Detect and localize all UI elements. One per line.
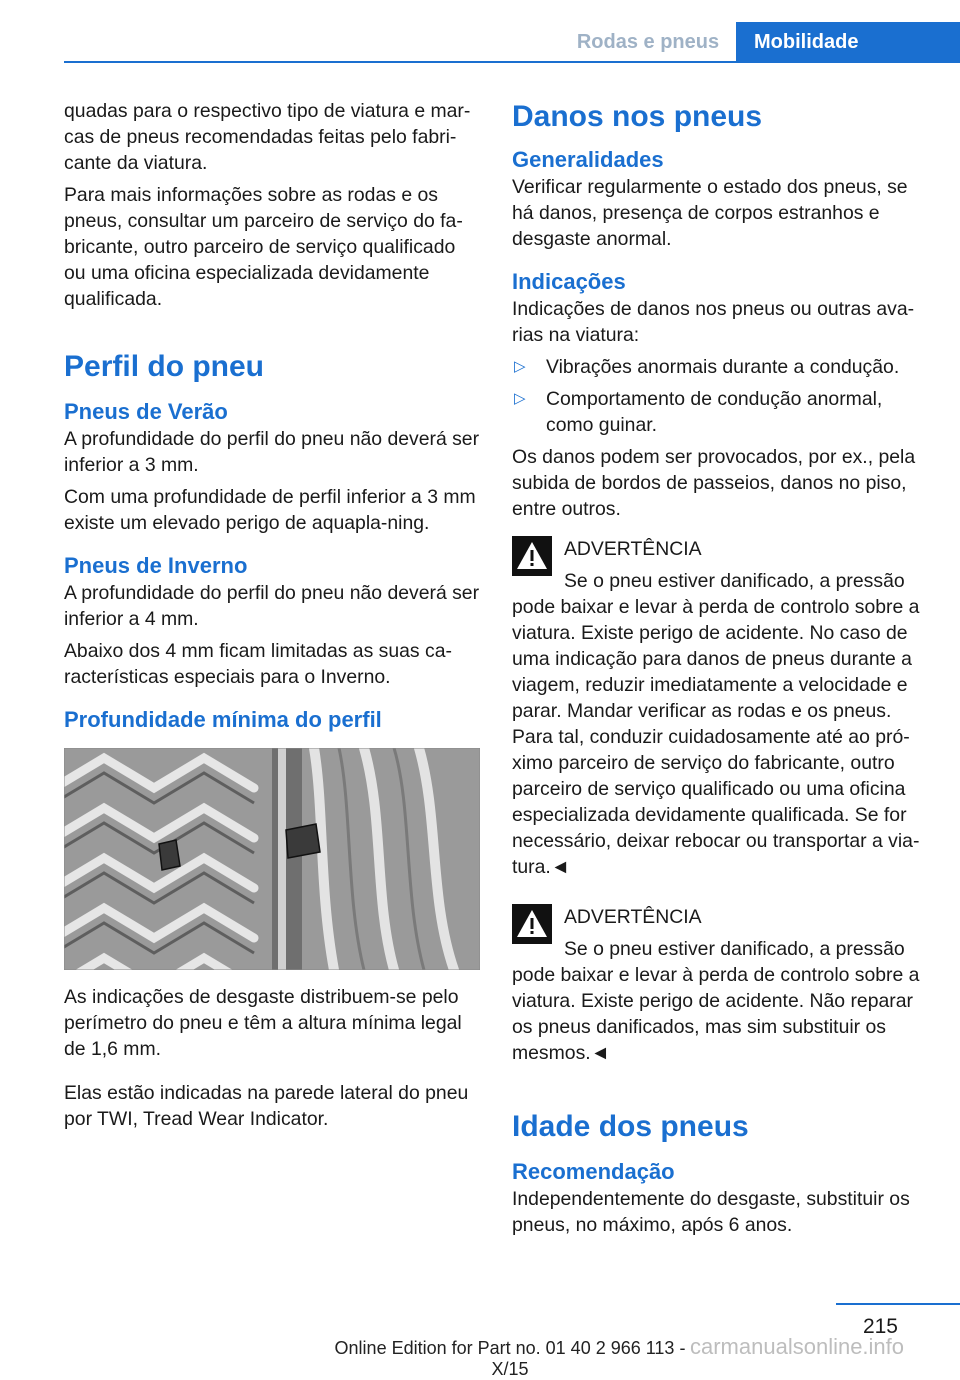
paragraph-winter-min-depth: A profundidade do perfil do pneu não deverá ser inferior a 4 mm.	[64, 582, 480, 630]
heading-winter-tires: Pneus de Inverno	[64, 553, 248, 578]
paragraph-recommendation: Independentemente do desgaste, substituir os pneus, no máximo, após 6 anos.	[512, 1188, 910, 1236]
list-item-text: Vibrações anormais durante a condução.	[546, 356, 900, 378]
heading-tire-age: Idade dos pneus	[512, 1110, 749, 1143]
paragraph-indications: Indicações de danos nos pneus ou outras ava‐rias na viatura:	[512, 298, 915, 346]
paragraph-more-info: Para mais informações sobre as rodas e os pneus, consultar um parceiro de serviço do fa‐bricante, outro parceiro de serviço qualificado ou uma oficina especializada devidamente qualificada.	[64, 184, 463, 310]
triangle-right-icon: ▷	[514, 358, 526, 375]
heading-recommendation: Recomendação	[512, 1159, 675, 1184]
warning-triangle-icon	[512, 904, 552, 944]
warning-triangle-icon	[512, 536, 552, 576]
paragraph-causes: Os danos podem ser provocados, por ex., pela subida de bordos de passeios, danos no piso, entre outros.	[512, 446, 916, 520]
indications-list	[512, 354, 930, 438]
heading-tread-profile: Perfil do pneu	[64, 350, 265, 383]
list-item-text: Comportamento de condução anormal, como guinar.	[546, 388, 883, 436]
paragraph-twi: Elas estão indicadas na parede lateral do pneu por TWI, Tread Wear Indicator.	[64, 1082, 469, 1130]
warning-title: ADVERTÊNCIA	[564, 906, 702, 928]
header-chapter-tab[interactable]: Mobilidade	[736, 22, 960, 62]
paragraph-summer-min-depth: A profundidade do perfil do pneu não deverá ser inferior a 3 mm.	[64, 428, 480, 476]
edition-line: Online Edition for Part no. 01 40 2 966 113 - X/15	[334, 1338, 686, 1379]
heading-minimum-depth: Profundidade mínima do perfil	[64, 707, 382, 732]
right-column	[512, 98, 930, 1244]
warning-title: ADVERTÊNCIA	[564, 538, 702, 560]
heading-general: Generalidades	[512, 147, 664, 172]
triangle-right-icon: ▷	[514, 390, 526, 407]
paragraph-recommendations: quadas para o respectivo tipo de viatura e mar‐cas de pneus recomendadas feitas pelo fabri‐cante da viatura.	[64, 100, 471, 174]
header-section-tab[interactable]: Rodas e pneus	[576, 31, 720, 53]
heading-indications: Indicações	[512, 269, 626, 294]
heading-summer-tires: Pneus de Verão	[64, 399, 228, 424]
paragraph-summer-aquaplaning: Com uma profundidade de perfil inferior a 3 mm existe um elevado perigo de aquapla‐ning.	[64, 486, 476, 534]
warning-block	[512, 536, 930, 880]
list-item	[512, 386, 930, 438]
left-column	[64, 98, 482, 1138]
page-number: 215	[862, 1315, 898, 1338]
watermark: carmanualsonline.info	[690, 1334, 905, 1359]
paragraph-wear-indicators: As indicações de desgaste distribuem-se pelo perímetro do pneu e têm a altura mínima legal de 1,6 mm.	[64, 986, 462, 1060]
paragraph-general: Verificar regularmente o estado dos pneus, se há danos, presença de corpos estranhos e desgaste anormal.	[512, 176, 908, 250]
warning-block	[512, 904, 930, 1066]
tire-tread-image	[64, 748, 480, 970]
warning-text: Se o pneu estiver danificado, a pressão pode baixar e levar à perda de controlo sobre a viatura. Existe perigo de acidente. No caso de uma indicação para danos de pneus durante a viagem, reduzir imediatamente a velocidade e parar. Mandar verificar as rodas e os pneus. Para tal, conduzir cuidadosamente até ao pró‐ximo parceiro de serviço do fabricante, outro parceiro de serviço qualificado ou uma oficina especializada devidamente qualificada. Se for necessário, deixar rebocar ou transportar a via‐tura.◄	[512, 570, 920, 878]
paragraph-winter-limits: Abaixo dos 4 mm ficam limitadas as suas ca‐racterísticas especiais para o Inverno.	[64, 640, 452, 688]
warning-text: Se o pneu estiver danificado, a pressão pode baixar e levar à perda de controlo sobre a viatura. Existe perigo de acidente. Não reparar os pneus danificados, mas sim substituir os mesmos.◄	[512, 938, 920, 1064]
footer-rule	[836, 1303, 960, 1305]
heading-tire-damage: Danos nos pneus	[512, 100, 763, 133]
list-item	[512, 354, 930, 380]
